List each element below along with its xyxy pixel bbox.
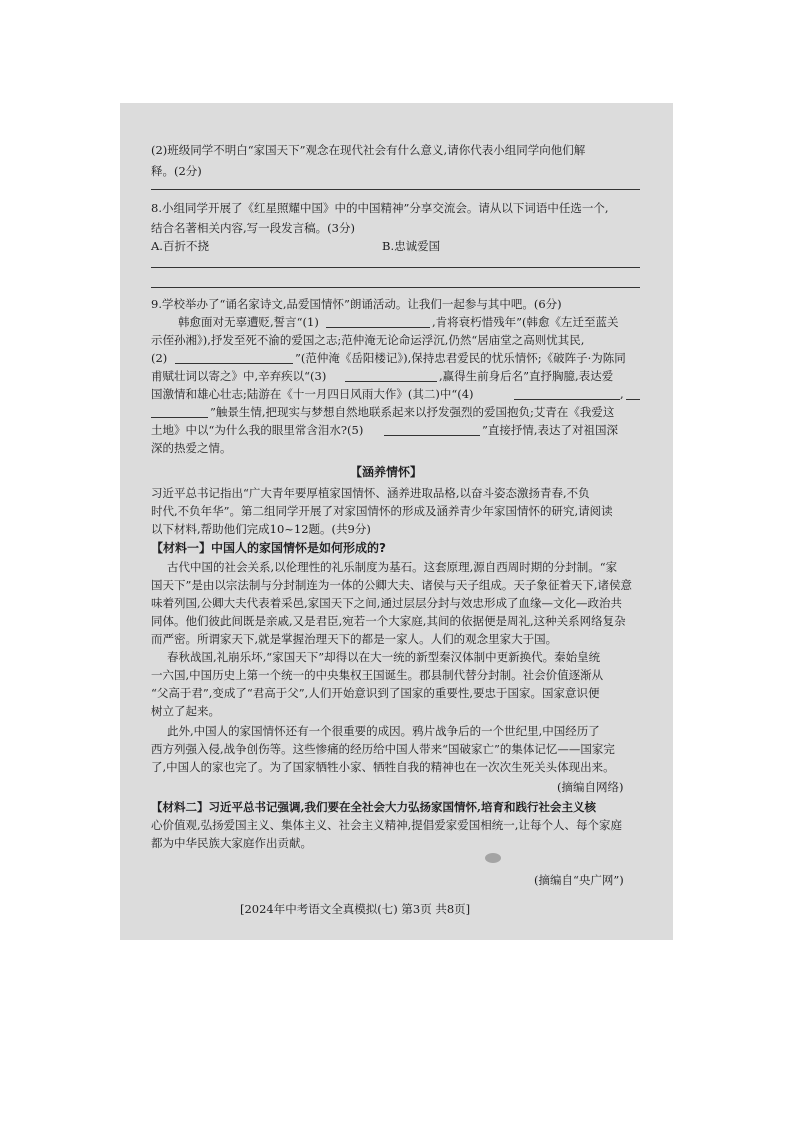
material1-line: 了,中国人的家也完了。为了国家牺牲小家、牺牲自我的精神也在一次次生死关头体现出来。 [151,760,615,774]
material1-line: 味着列国,公卿大夫代表着采邑,家国天下之间,通过层层分封与效忠形成了血缘—文化—政治共 [151,596,622,610]
q9-text-1a: 韩愈面对无辜遭贬,誓言“(1) [178,315,319,329]
material1-line: “父高于君”,变成了“君高于父”,人们开始意识到了国家的重要性,要忠于国家。国家意识便 [151,686,600,700]
blank-4c [151,406,208,418]
material1-source: (摘编自网络) [557,780,624,794]
material1-line: 西方列强入侵,战争创伤等。这些惨痛的经历给中国人带来“国破家亡”的集体记忆——国家完 [151,742,615,756]
section-title: 【涵养情怀】 [350,465,423,479]
material2-line3: 都为中华民族大家庭作出贡献。 [151,836,312,850]
q8-line1: 8.小组同学开展了《红星照耀中国》中的中国精神”分享交流会。请从以下词语中任选一个, [151,201,609,215]
material1-line: 而严密。所谓家天下,就是掌握治理天下的都是一家人。人们的观念里家大于国。 [151,632,558,646]
q7-2-line1: (2)班级同学不明白“家国天下”观念在现代社会有什么意义,请你代表小组同学向他们解 [151,143,586,157]
section-intro-1: 习近平总书记指出“广大青年要厚植家国情怀、涵养进取品格,以奋斗姿态激扬青春,不负 [151,486,590,500]
q9-text-6: ”触景生情,把现实与梦想自然地联系起来以抒发强烈的爱国抱负;艾青在《我爱这 [210,405,615,419]
q7-2-line2: 释。(2分) [151,164,202,178]
material2-source: (摘编自“央广网”) [534,873,624,887]
material1-line: 一六国,中国历史上第一个统一的中央集权王国诞生。郡县制代替分封制。社会价值逐渐从 [151,668,604,682]
material1-line: 春秋战国,礼崩乐坏,“家国天下”却得以在大一统的新型秦汉体制中更新换代。秦始皇统 [167,650,601,664]
blank-4b [626,388,640,400]
blank-3 [345,370,437,382]
material1-line: 古代中国的社会关系,以伦理性的礼乐制度为基石。这套原理,源自西周时期的分封制。“家 [167,560,618,574]
material2-line2: 心价值观,弘扬爱国主义、集体主义、社会主义精神,提倡爱家爱国相统一,让每个人、每个家庭 [151,818,622,832]
page-footer: [2024年中考语文全真模拟(七) 第3页 共8页] [240,902,471,916]
q9-text-3a: (2) [151,351,168,365]
q8-option-b: B.忠诚爱国 [382,239,441,253]
material1-line: 此外,中国人的家国情怀还有一个很重要的成因。鸦片战争后的一个世纪里,中国经历了 [167,724,600,738]
material1-line: 同体。他们彼此间既是亲戚,又是君臣,宛若一个大家庭,其间的依据便是周礼,这种关系网络复杂 [151,614,626,628]
q8-line2: 结合名著相关内容,写一段发言稿。(3分) [151,221,355,235]
exam-page-photo [120,103,673,940]
material1-line: 国天下”是由以宗法制与分封制连为一体的公卿大夫、诸侯与天子组成。天子象征着天下,诸侯意 [151,578,633,592]
q9-stem: 9.学校举办了“诵名家诗文,品爱国情怀”朗诵活动。让我们一起参与其中吧。(6分) [151,297,562,311]
q9-text-1b: ,肯将衰朽惜残年”(韩愈《左迁至蓝关 [432,315,619,329]
q9-text-7b: ”直接抒情,表达了对祖国深 [482,423,619,437]
blank-1 [326,316,430,328]
q9-text-4a: 甫赋壮词以寄之》中,辛弃疾以“(3) [151,369,327,383]
answer-line [151,287,640,288]
q8-option-a: A.百折不挠 [151,239,209,253]
q9-text-3b: ”(范仲淹《岳阳楼记》),保持忠君爱民的忧乐情怀;《破阵子·为陈同 [295,351,626,365]
q9-text-5a: 国激情和雄心壮志;陆游在《十一月四日风雨大作》(其二)中“(4) [151,387,474,401]
q9-text-2: 示侄孙湘》),抒发至死不渝的爱国之志;范仲淹无论命运浮沉,仍然“居庙堂之高则忧其民, [151,333,585,347]
answer-line [151,267,640,268]
q9-text-4b: ,赢得生前身后名”直抒胸臆,表达爱 [439,369,614,383]
q9-text-5b: , [620,387,624,401]
material2-line1: 【材料二】习近平总书记强调,我们要在全社会大力弘扬家国情怀,培育和践行社会主义核 [151,800,597,814]
section-intro-3: 以下材料,帮助他们完成10~12题。(共9分) [151,522,371,536]
blank-4a [514,388,620,400]
material1-title: 【材料一】中国人的家国情怀是如何形成的? [151,541,386,555]
q9-text-8: 深的热爱之情。 [151,441,232,455]
section-intro-2: 时代,不负年华”。第二组同学开展了对家国情怀的形成及涵养青少年家国情怀的研究,请阅读 [151,504,613,518]
answer-line [151,189,640,190]
blank-5 [384,424,480,436]
q9-text-7a: 土地》中以“为什么我的眼里常含泪水?(5) [151,423,364,437]
blank-2 [175,352,293,364]
ink-smudge [485,853,501,863]
material1-line: 树立了起来。 [151,704,220,718]
